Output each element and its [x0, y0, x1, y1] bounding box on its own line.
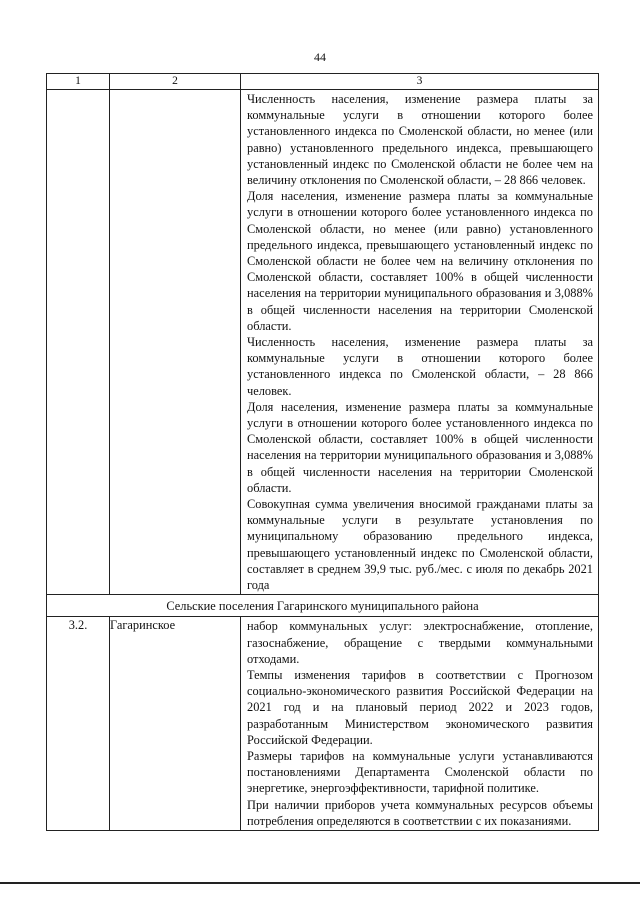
- paragraph: При наличии приборов учета коммунальных ресурсов объемы потребления определяются в соответствии с их показаниями.: [247, 797, 593, 828]
- paragraph: Размеры тарифов на коммунальные услуги устанавливаются постановлениями Департамента Смоленской области по энергетике, энергоэффективности, тарифной политике.: [247, 748, 593, 796]
- paragraph: Численность населения, изменение размера платы за коммунальные услуги в отношении которого более установленного индекса по Смоленской области, – 28 866 человек.: [247, 335, 593, 398]
- paragraph: набор коммунальных услуг: электроснабжение, отопление, газоснабжение, обращение с твердыми коммунальными отходами.: [247, 619, 593, 666]
- table-row: [47, 617, 599, 831]
- row-name-cell: Гагаринское: [110, 617, 241, 831]
- section-heading: Сельские поселения Гагаринского муниципального района: [47, 595, 599, 617]
- row-number-cell: 3.2.: [47, 617, 110, 831]
- document-table: [46, 73, 599, 831]
- row-description-cell: [241, 90, 599, 595]
- page-bottom-rule: [0, 882, 640, 884]
- row-name-cell: [110, 90, 241, 595]
- row-description-cell: [241, 617, 599, 831]
- paragraph: Темпы изменения тарифов в соответствии с Прогнозом социально-экономического развития Российской Федерации на 2021 год и на плановый период 2022 и 2023 годов, разработанным Министерством экономического развития Российской Федерации.: [247, 667, 593, 747]
- header-col-2: 2: [110, 74, 241, 90]
- paragraph: Совокупная сумма увеличения вносимой гражданами платы за коммунальные услуги в результате установления по муниципальному образованию предельного индекса, превышающего установленный индекс по Смоленской области, составляет в среднем 39,9 тыс. руб./мес. с июля по декабрь 2021 года: [247, 497, 593, 593]
- paragraph: Доля населения, изменение размера платы за коммунальные услуги в отношении которого более установленного индекса по Смоленской области, составляет 100% в общей численности населения на территории муниципального образования и 3,088% в общей численности населения на территории Смоленской области.: [247, 399, 593, 495]
- table-row: [47, 90, 599, 595]
- row-number-cell: [47, 90, 110, 595]
- page-number: 44: [314, 50, 326, 64]
- table-header-row: [47, 74, 599, 90]
- section-heading-row: [47, 595, 599, 617]
- paragraph: Численность населения, изменение размера платы за коммунальные услуги в отношении которого более установленного индекса по Смоленской области, но менее (или равно) установленного предельного индекса, превышающего установленный индекс по Смоленской области не более чем на величину отклонения по Смоленской области, – 28 866 человек.: [247, 92, 593, 188]
- paragraph: Доля населения, изменение размера платы за коммунальные услуги в отношении которого более установленного индекса по Смоленской области, но менее (или равно) установленного предельного индекса, превышающего установленный индекс по Смоленской области не более чем на величину отклонения по Смоленской области, составляет 100% в общей численности населения на территории муниципального образования и 3,088% в общей численности населения на территории Смоленской области.: [247, 189, 593, 333]
- header-col-3: 3: [241, 74, 599, 90]
- header-col-1: 1: [47, 74, 110, 90]
